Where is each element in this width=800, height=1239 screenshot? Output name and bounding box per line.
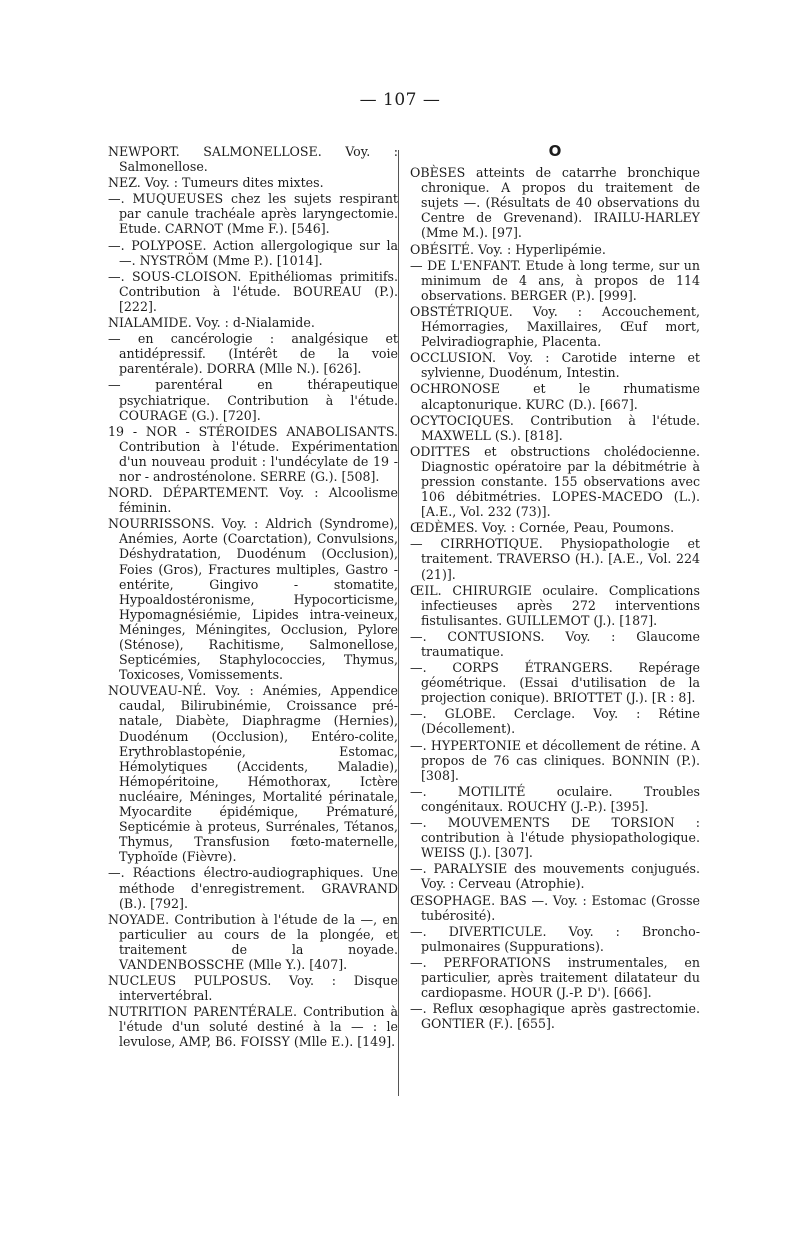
index-subentry: — DE L'ENFANT. Etude à long terme, sur un minimum de 4 ans, à propos de 114 observations. BERGER (P.). [999]. xyxy=(410,257,700,303)
index-entry: OBÉSITÉ. Voy. : Hyperlipémie. xyxy=(410,241,606,257)
left-column xyxy=(108,144,398,1051)
page-number: — 107 — xyxy=(359,90,441,110)
index-subentry: —. PARALYSIE des mouvements conjugués. Voy. : Cerveau (Atrophie). xyxy=(410,861,700,892)
column-divider xyxy=(398,150,399,1096)
index-entry: NEWPORT. SALMONELLOSE. Voy. : Salmonellose. xyxy=(108,144,398,175)
index-subentry: —. DIVERTICULE. Voy. : Broncho-pulmonaires (Suppurations). xyxy=(410,923,700,954)
right-column xyxy=(410,144,700,1032)
index-entry: ŒSOPHAGE. BAS —. Voy. : Estomac (Grosse tubérosité). xyxy=(410,892,700,923)
index-entry: OCCLUSION. Voy. : Carotide interne et sylvienne, Duodénum, Intestin. xyxy=(410,350,700,381)
index-subentry: —. Réactions électro-audiographiques. Une méthode d'enregistrement. GRAVRAND (B.). [792]. xyxy=(108,865,398,911)
index-subentry: —. MOUVEMENTS DE TORSION : contribution à l'étude physiopathologique. WEISS (J.). [307]. xyxy=(410,815,700,861)
index-entry: NOURRISSONS. Voy. : Aldrich (Syndrome), Anémies, Aorte (Coarctation), Convulsions, Déshydratation, Duodénum (Occlusion), Foies (Gros), Fractures multiples, Gastro - entérite, Gingivo - stomatite, Hypoaldostéronisme, Hypocorticisme, Hypomagnésiémie, Lipides intra-veineux, Méninges, Méningites, Occlusion, Pylore (Sténose), Rachitisme, Salmonellose, Septicémies, Staphylococcies, Thymus, Toxicoses, Vomissements. xyxy=(108,516,398,683)
index-subentry: —. POLYPOSE. Action allergologique sur la —. NYSTRÖM (Mme P.). [1014]. xyxy=(108,237,398,268)
index-subentry: —. HYPERTONIE et décollement de rétine. A propos de 76 cas cliniques. BONNIN (P.). [308]. xyxy=(410,737,700,783)
index-subentry: —. CONTUSIONS. Voy. : Glaucome traumatique. xyxy=(410,628,700,659)
index-entry: ODITTES et obstructions cholédocienne. Diagnostic opératoire par la débitmétrie à pression constante. 155 observations avec 106 débitmétries. LOPES-MACEDO (L.). [A.E., Vol. 232 (73)]. xyxy=(410,443,700,520)
index-subentry: —. CORPS ÉTRANGERS. Repérage géométrique. (Essai d'utilisation de la projection conique). BRIOTTET (J.). [R : 8]. xyxy=(410,660,700,706)
index-subentry: —. MOTILITÉ oculaire. Troubles congénitaux. ROUCHY (J.-P.). [395]. xyxy=(410,783,700,814)
index-subentry: —. Reflux œsophagique après gastrectomie. GONTIER (F.). [655]. xyxy=(410,1001,700,1032)
index-entry: NUTRITION PARENTÉRALE. Contribution à l'étude d'un soluté destiné à la — : le levulose, AMP, B6. FOISSY (Mlle E.). [149]. xyxy=(108,1004,398,1050)
index-entry: NOUVEAU-NÉ. Voy. : Anémies, Appendice caudal, Bilirubinémie, Croissance pré-natale, Diabète, Diaphragme (Hernies), Duodénum (Occlusion), Entéro-colite, Erythroblastopénie, Estomac, Hémolytiques (Accidents, Maladie), Hémopéritoine, Hémothorax, Ictère nucléaire, Méninges, Mortalité périnatale, Myocardite épidémique, Prématuré, Septicémie à proteus, Surrénales, Tétanos, Thymus, Transfusion fœto-maternelle, Typhoïde (Fièvre). xyxy=(108,683,398,865)
index-entry: ŒDÈMES. Voy. : Cornée, Peau, Poumons. xyxy=(410,520,675,536)
right-column-entries xyxy=(410,165,700,1031)
index-entry: NOYADE. Contribution à l'étude de la —, en particulier au cours de la plongée, et traitement de la noyade. VANDENBOSSCHE (Mlle Y.). [407]. xyxy=(108,911,398,972)
index-subentry: — parentéral en thérapeutique psychiatrique. Contribution à l'étude. COURAGE (G.). [720]. xyxy=(108,377,398,423)
index-entry: NIALAMIDE. Voy. : d-Nialamide. xyxy=(108,315,315,331)
index-subentry: —. PERFORATIONS instrumentales, en particulier, après traitement dilatateur du cardiopasme. HOUR (J.-P. D'). [666]. xyxy=(410,954,700,1001)
index-entry: 19 - NOR - STÉROIDES ANABOLISANTS. Contribution à l'étude. Expérimentation d'un nouveau produit : l'undécylate de 19 - nor - androsténolone. SERRE (G.). [508]. xyxy=(108,423,398,484)
index-subentry: —. SOUS-CLOISON. Epithéliomas primitifs. Contribution à l'étude. BOUREAU (P.). [222]. xyxy=(108,268,398,314)
index-subentry: — CIRRHOTIQUE. Physiopathologie et traitement. TRAVERSO (H.). [A.E., Vol. 224 (21)]. xyxy=(410,536,700,582)
letter-heading: O xyxy=(548,142,562,160)
index-entry: ŒIL. CHIRURGIE oculaire. Complications infectieuses après 272 interventions fistulisantes. GUILLEMOT (J.). [187]. xyxy=(410,582,700,628)
index-subentry: — en cancérologie : analgésique et antidépressif. (Intérêt de la voie parentérale). DORRA (Mlle N.). [626]. xyxy=(108,331,398,377)
index-entry: NEZ. Voy. : Tumeurs dites mixtes. xyxy=(108,175,324,191)
index-subentry: —. MUQUEUSES chez les sujets respirant par canule trachéale après laryngectomie. Etude. CARNOT (Mme F.). [546]. xyxy=(108,191,398,237)
index-entry: OBÈSES atteints de catarrhe bronchique chronique. A propos du traitement de sujets —. (Résultats de 40 observations du Centre de Grevenand). IRAILU-HARLEY (Mme M.). [97]. xyxy=(410,165,700,241)
index-entry: NORD. DÉPARTEMENT. Voy. : Alcoolisme féminin. xyxy=(108,485,398,516)
index-entry: OCHRONOSE et le rhumatisme alcaptonurique. KURC (D.). [667]. xyxy=(410,381,700,412)
index-entry: OCYTOCIQUES. Contribution à l'étude. MAXWELL (S.). [818]. xyxy=(410,412,700,443)
index-subentry: —. GLOBE. Cerclage. Voy. : Rétine (Décollement). xyxy=(410,706,700,737)
index-entry: NUCLEUS PULPOSUS. Voy. : Disque intervertébral. xyxy=(108,973,398,1004)
index-entry: OBSTÉTRIQUE. Voy. : Accouchement, Hémorragies, Maxillaires, Œuf mort, Pelviradiographie, Placenta. xyxy=(410,303,700,350)
